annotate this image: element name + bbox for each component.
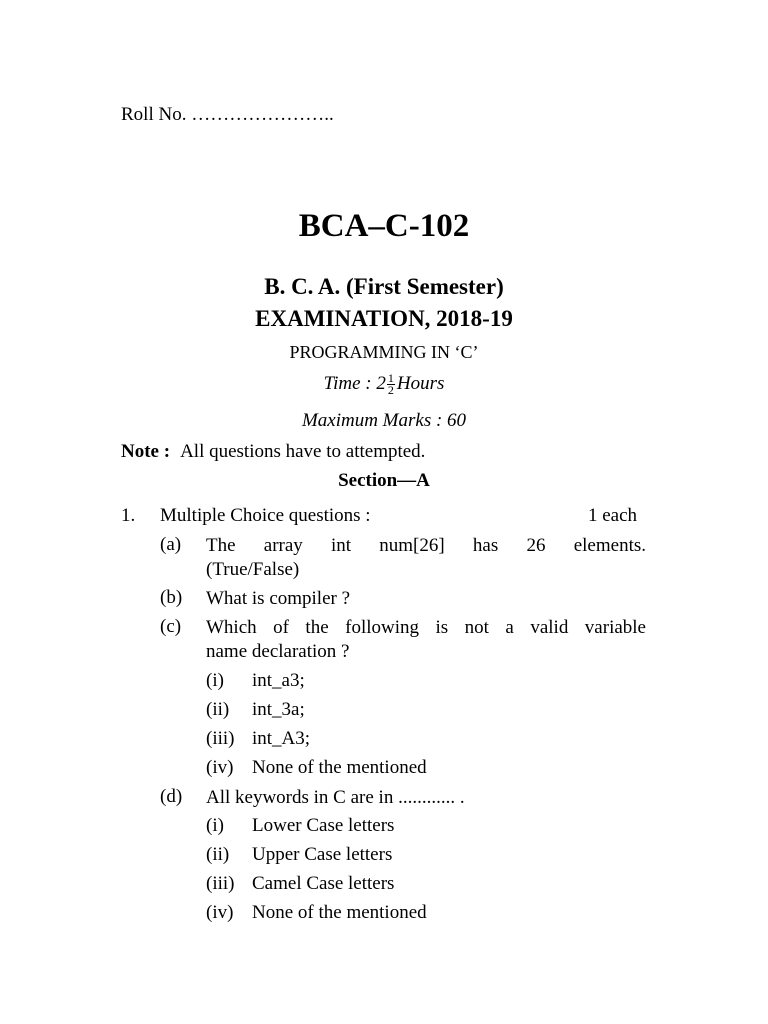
fraction-numerator: 1 — [387, 371, 394, 386]
time-duration — [0, 373, 768, 396]
option-label: (ii) — [206, 844, 230, 865]
option-text: None of the mentioned — [252, 757, 427, 778]
subject-title: PROGRAMMING IN ‘C’ — [289, 342, 479, 362]
time-suffix: Hours — [396, 373, 445, 394]
note-label: Note : — [121, 441, 171, 462]
part-text-line2: (True/False) — [206, 559, 300, 580]
part-text-line1: What is compiler ? — [206, 588, 351, 609]
question-marks: 1 each — [588, 505, 638, 526]
part-text-line1: All keywords in C are in ............ . — [206, 787, 465, 808]
fraction-denominator: 2 — [387, 383, 394, 398]
part-text-line1: Which of the following is not a valid variable — [206, 617, 646, 638]
option-label: (iii) — [206, 873, 235, 894]
part-text-line1: The array int num[26] has 26 elements. — [206, 535, 646, 556]
part-label: (c) — [160, 616, 182, 637]
option-text: int_3a; — [252, 699, 305, 720]
option-text: int_a3; — [252, 670, 305, 691]
option-text: int_A3; — [252, 728, 311, 749]
note-line — [121, 441, 425, 463]
option-label: (i) — [206, 815, 224, 836]
question-number: 1. — [121, 505, 136, 526]
exam-title: EXAMINATION, 2018-19 — [255, 306, 513, 331]
option-text: Camel Case letters — [252, 873, 395, 894]
option-text: Upper Case letters — [252, 844, 393, 865]
part-label: (a) — [160, 534, 182, 555]
option-label: (iv) — [206, 902, 234, 923]
option-text: None of the mentioned — [252, 902, 427, 923]
option-label: (iv) — [206, 757, 234, 778]
roll-number-line: Roll No. ………………….. — [121, 104, 334, 125]
maximum-marks: Maximum Marks : 60 — [301, 410, 467, 431]
option-label: (ii) — [206, 699, 230, 720]
question-title: Multiple Choice questions : — [160, 505, 371, 526]
time-prefix: Time : 2 — [323, 373, 386, 394]
note-text: All questions have to attempted. — [180, 441, 426, 462]
option-label: (i) — [206, 670, 224, 691]
part-text-line2: name declaration ? — [206, 641, 350, 662]
option-text: Lower Case letters — [252, 815, 395, 836]
section-heading: Section—A — [338, 470, 430, 491]
time-fraction — [387, 373, 395, 396]
course-title: B. C. A. (First Semester) — [264, 274, 504, 299]
part-label: (d) — [160, 786, 183, 807]
paper-code: BCA–C-102 — [298, 208, 470, 244]
part-label: (b) — [160, 587, 183, 608]
option-label: (iii) — [206, 728, 235, 749]
